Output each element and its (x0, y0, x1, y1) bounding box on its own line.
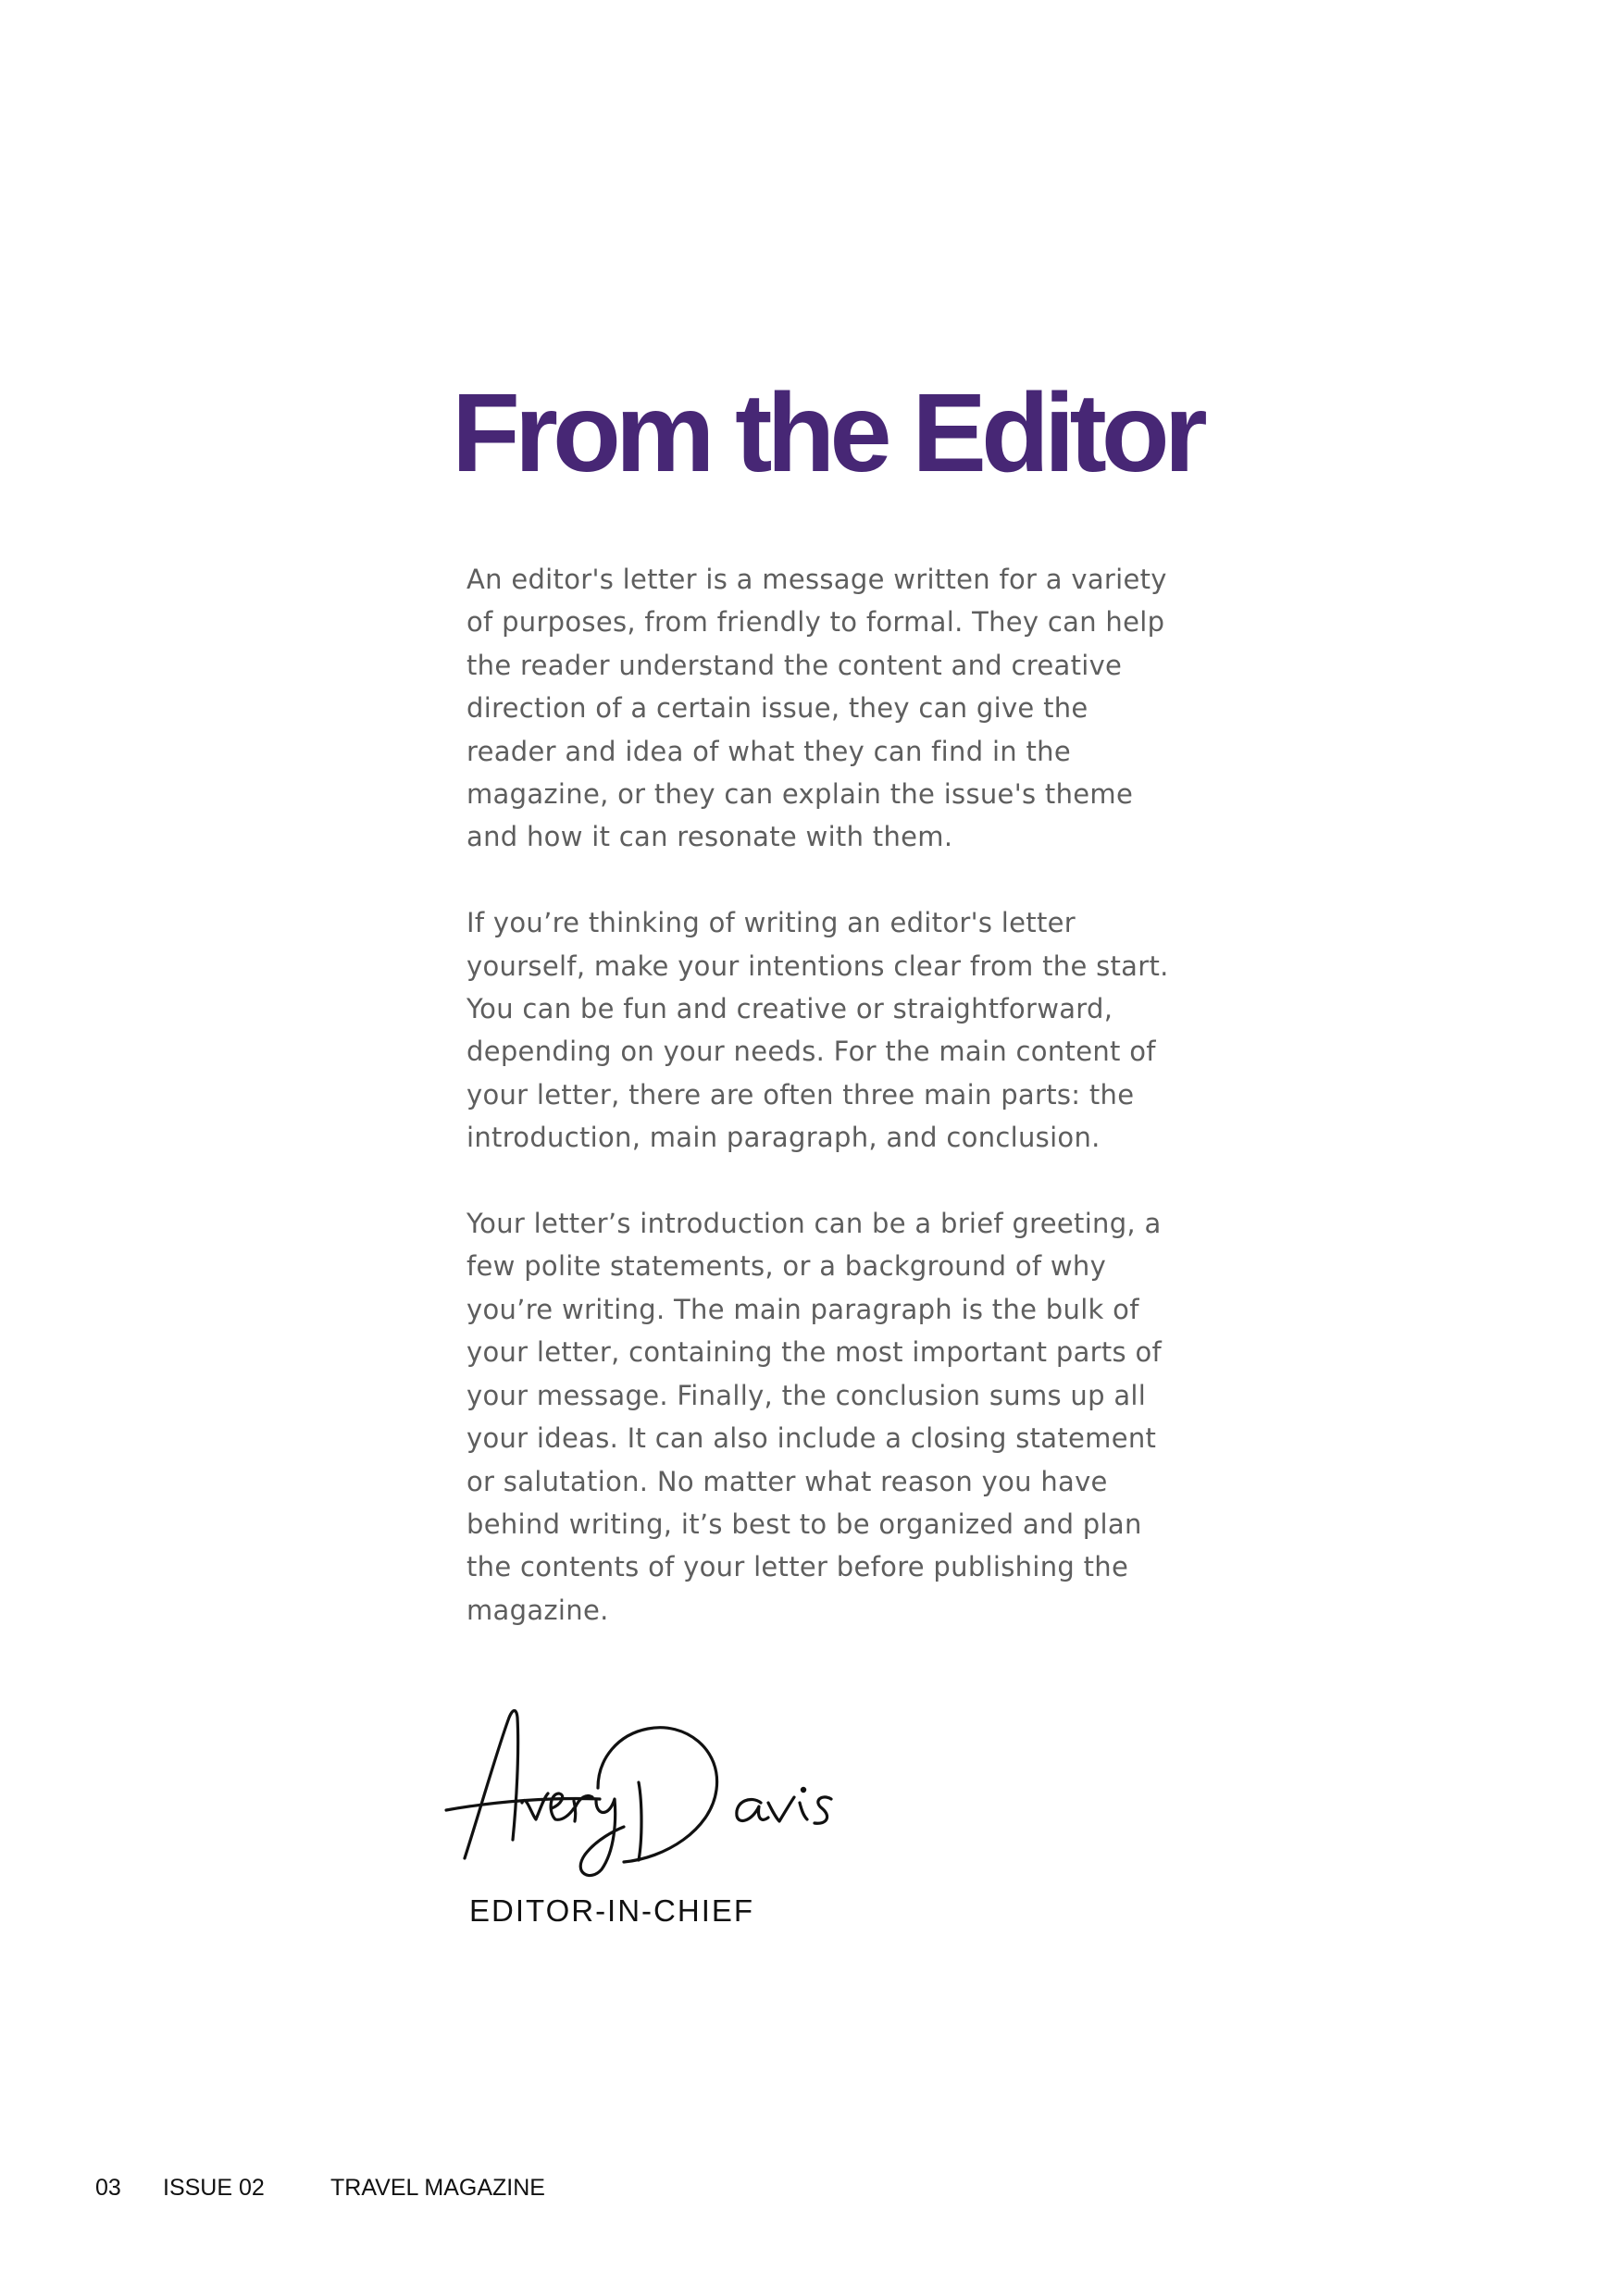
letter-paragraph-3: Your letter’s introduction can be a brief greeting, a few polite statements, or a background of why you’re writing. The main paragraph is the bulk of your letter, containing the most important parts of your message. Finally, the conclusion sums up all your ideas. It can also include a closing statement or salutation. No matter what reason you have behind writing, it’s best to be organized and plan the contents of your letter before publishing the magazine. (466, 1208, 1163, 1626)
footer-page-number: 03 (95, 2175, 121, 2201)
signature-role: EDITOR-IN-CHIEF (469, 1893, 755, 1928)
footer-magazine-name: TRAVEL MAGAZINE (330, 2175, 545, 2201)
page-title: From the Editor (452, 369, 1202, 495)
letter-paragraph-1: An editor's letter is a message written for a variety of purposes, from friendly to formal. They can help the reader understand the content and creative direction of a certain issue, they can give the reader and idea of what they can find in the magazine, or they can explain the issue's theme and how it can resonate with them. (466, 564, 1167, 853)
letter-paragraph-2: If you’re thinking of writing an editor's letter yourself, make your intentions clear from the start. You can be fun and creative or straightforward, depending on your needs. For the main content of your letter, there are often three main parts: the introduction, main paragraph, and conclusion. (466, 907, 1169, 1154)
editor-letter-body (466, 558, 1179, 1675)
handwritten-signature (442, 1701, 877, 1886)
footer-issue: ISSUE 02 (163, 2175, 265, 2201)
